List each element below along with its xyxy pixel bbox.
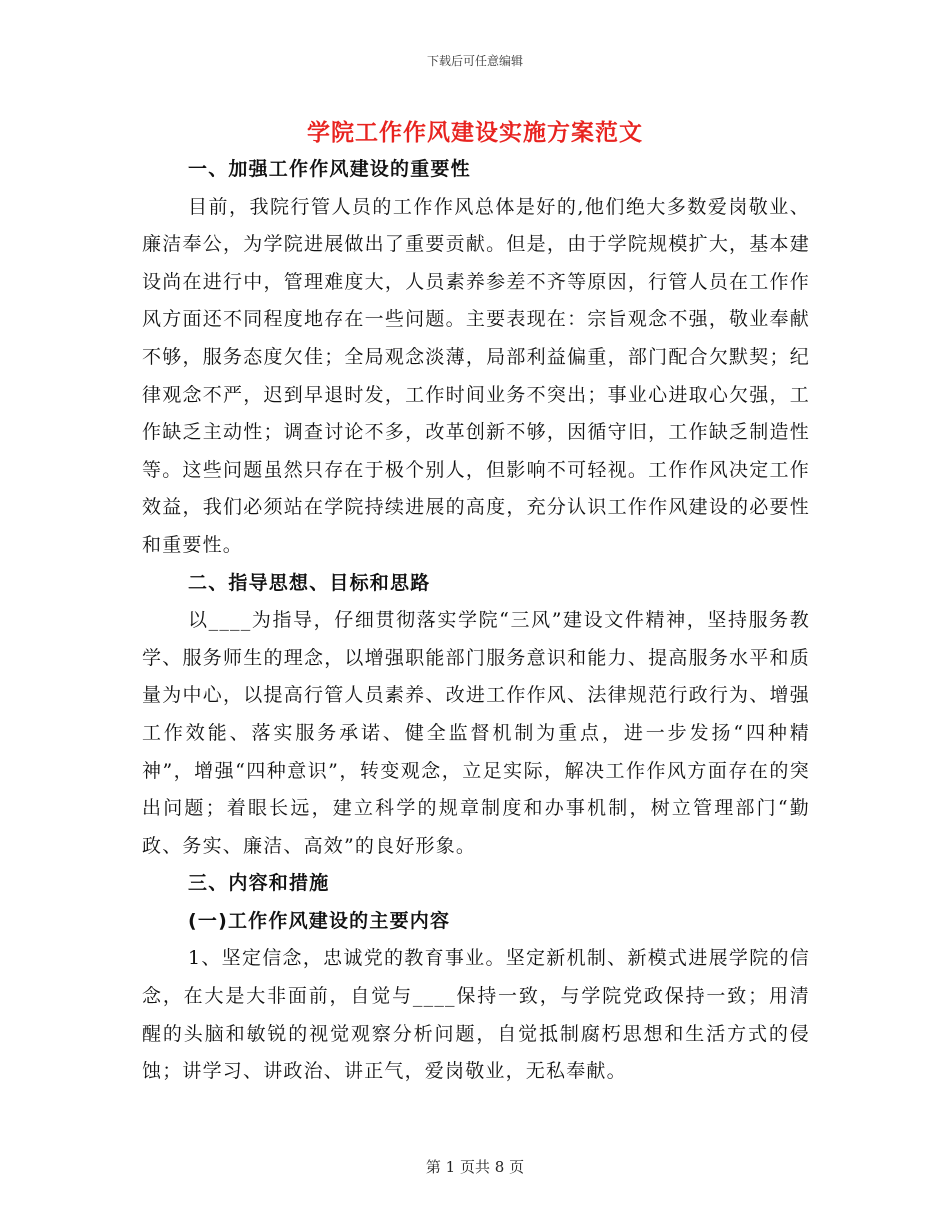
section-paragraph-importance: 目前，我院行管人员的工作作风总体是好的,他们绝大多数爱岗敬业、廉洁奉公，为学院进展做出了重要贡献。但是，由于学院规模扩大，基本建设尚在进行中，管理难度大，人员素养参差不齐等原因，行管人员在工作作风方面还不同程度地存在一些问题。主要表现在：宗旨观念不强，敬业奉献不够，服务态度欠佳；全局观念淡薄，局部利益偏重，部门配合欠默契；纪律观念不严，迟到早退时发，工作时间业务不突出；事业心进取心欠强，工作缺乏主动性；调查讨论不多，改革创新不够，因循守旧，工作缺乏制造性等。这些问题虽然只存在于极个别人，但影响不可轻视。工作作风决定工作效益，我们必须站在学院持续进展的高度，充分认识工作作风建设的必要性和重要性。	[142, 195, 810, 556]
page-footer-number: 第 1 页共 8 页	[425, 1158, 525, 1176]
section-heading-importance: 一、加强工作作风建设的重要性	[188, 158, 471, 180]
document-body	[142, 151, 810, 1091]
section-paragraph-guiding-ideology: 以____为指导，仔细贯彻落实学院“三风”建设文件精神，坚持服务教学、服务师生的理念，以增强职能部门服务意识和能力、提高服务水平和质量为中心，以提高行管人员素养、改进工作作风、法律规范行政行为、增强工作效能、落实服务承诺、健全监督机制为重点，进一步发扬“四种精神”，增强“四种意识”，转变观念，立足实际，解决工作作风方面存在的突出问题；着眼长远，建立科学的规章制度和办事机制，树立管理部门“勤政、务实、廉洁、高效”的良好形象。	[142, 609, 810, 857]
page-header-note: 下载后可任意编辑	[426, 54, 523, 68]
section-heading-guiding-ideology: 二、指导思想、目标和思路	[188, 571, 431, 594]
document-title: 学院工作作风建设实施方案范文	[307, 119, 643, 146]
subsection-heading-main-content: (一)工作作风建设的主要内容	[188, 909, 451, 932]
section-heading-content-measures: 三、内容和措施	[188, 872, 330, 895]
subsection-paragraph-main-content: 1、坚定信念，忠诚党的教育事业。坚定新机制、新模式进展学院的信念，在大是大非面前，自觉与____保持一致，与学院党政保持一致；用清醒的头脑和敏锐的视觉观察分析问题，自觉抵制腐朽思想和生活方式的侵蚀；讲学习、讲政治、讲正气，爱岗敬业，无私奉献。	[142, 947, 810, 1083]
